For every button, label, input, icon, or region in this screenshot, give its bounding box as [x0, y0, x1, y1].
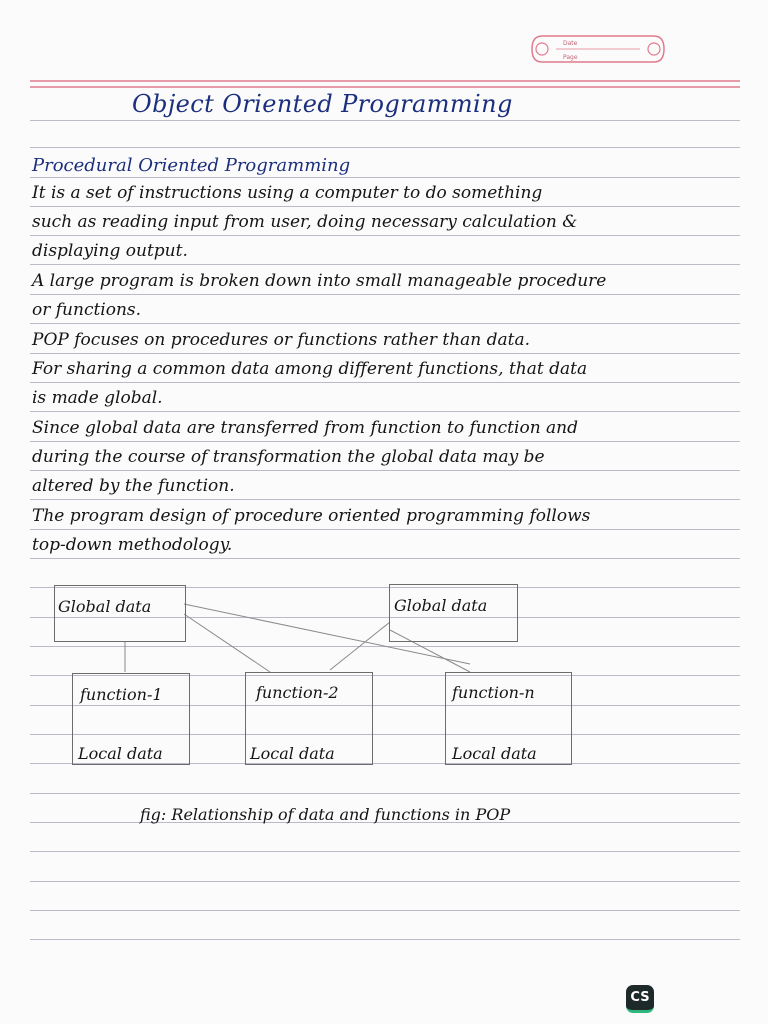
body-line: altered by the function. — [32, 476, 235, 496]
body-line: top-down methodology. — [32, 535, 233, 555]
local-data-label-1: Local data — [78, 744, 163, 763]
body-line: For sharing a common data among different functions, that data — [32, 359, 588, 379]
page-label: Page — [563, 54, 578, 61]
body-line: The program design of procedure oriented programming follows — [32, 506, 591, 526]
date-label: Date — [563, 40, 578, 47]
function-label-1: function-1 — [80, 685, 163, 704]
body-line: or functions. — [32, 300, 142, 320]
body-line: such as reading input from user, doing necessary calculation & — [32, 212, 578, 232]
global-data-label-left: Global data — [58, 597, 152, 616]
connector-line — [330, 622, 390, 670]
section-heading: Procedural Oriented Programming — [32, 155, 351, 176]
body-line: during the course of transformation the global data may be — [32, 447, 545, 467]
body-line: is made global. — [32, 388, 163, 408]
function-label-n: function-n — [452, 683, 535, 702]
figure-caption: fig: Relationship of data and functions in POP — [140, 805, 511, 824]
camscanner-logo-icon: CS — [626, 985, 654, 1013]
global-data-label-right: Global data — [394, 596, 488, 615]
body-line: A large program is broken down into small manageable procedure — [32, 271, 607, 291]
function-label-2: function-2 — [256, 683, 339, 702]
body-line: Since global data are transferred from function to function and — [32, 418, 579, 438]
local-data-label-2: Local data — [250, 744, 335, 763]
body-line: POP focuses on procedures or functions rather than data. — [32, 330, 531, 350]
connector-line — [184, 614, 270, 672]
local-data-label-n: Local data — [452, 744, 537, 763]
page-title: Object Oriented Programming — [132, 90, 513, 118]
body-line: It is a set of instructions using a computer to do something — [32, 183, 543, 203]
body-line: displaying output. — [32, 241, 188, 261]
